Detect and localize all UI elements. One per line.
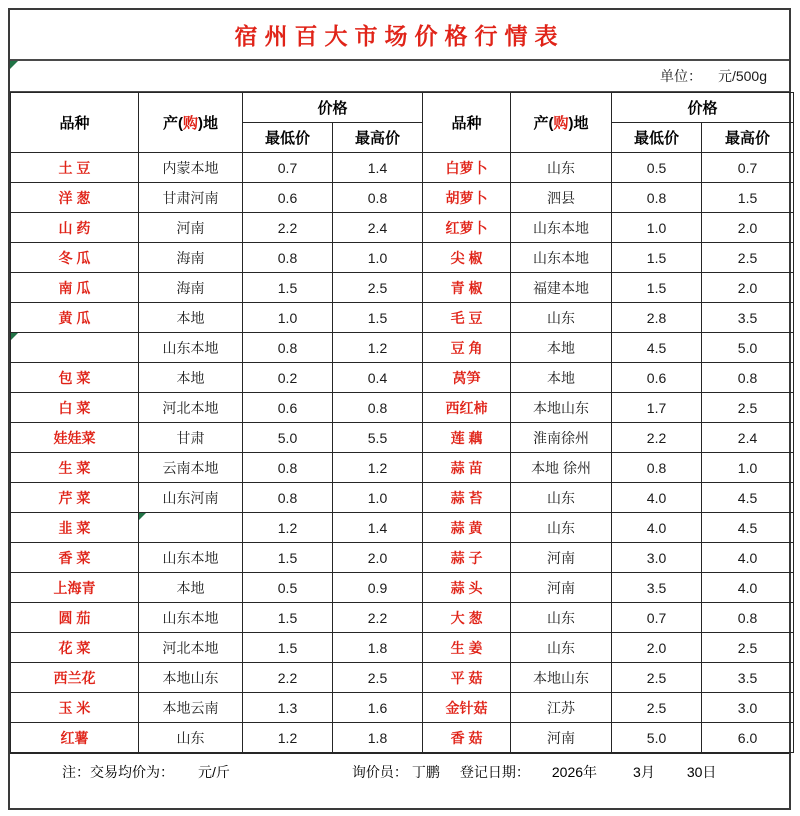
right-origin-cell: 河南 xyxy=(511,723,612,753)
right-origin-cell: 本地 xyxy=(511,333,612,363)
right-max-price-cell: 0.8 xyxy=(702,363,794,393)
left-max-price-cell: 2.2 xyxy=(333,603,423,633)
right-min-price-cell: 1.5 xyxy=(612,273,702,303)
right-variety-cell: 白萝卜 xyxy=(423,153,511,183)
right-origin-cell: 福建本地 xyxy=(511,273,612,303)
col-header-price-right: 价格 xyxy=(612,93,794,123)
table-row xyxy=(11,303,794,333)
right-variety-cell: 胡萝卜 xyxy=(423,183,511,213)
left-origin-cell: 河南 xyxy=(139,213,243,243)
origin-header-text: 产( xyxy=(533,115,554,132)
left-variety-cell: 西兰花 xyxy=(11,663,139,693)
right-min-price-cell: 1.0 xyxy=(612,213,702,243)
left-origin-cell: 海南 xyxy=(139,243,243,273)
col-header-min-right: 最低价 xyxy=(612,123,702,153)
right-min-price-cell: 2.2 xyxy=(612,423,702,453)
right-min-price-cell: 0.8 xyxy=(612,183,702,213)
right-max-price-cell: 2.5 xyxy=(702,393,794,423)
table-row xyxy=(11,363,794,393)
table-row xyxy=(11,663,794,693)
right-max-price-cell: 4.0 xyxy=(702,543,794,573)
col-header-max-left: 最高价 xyxy=(333,123,423,153)
left-max-price-cell: 2.4 xyxy=(333,213,423,243)
table-row xyxy=(11,273,794,303)
right-max-price-cell: 2.5 xyxy=(702,633,794,663)
right-variety-cell: 蒜 子 xyxy=(423,543,511,573)
right-max-price-cell: 4.0 xyxy=(702,573,794,603)
table-row xyxy=(11,723,794,753)
left-min-price-cell: 1.5 xyxy=(243,543,333,573)
right-max-price-cell: 2.0 xyxy=(702,213,794,243)
col-header-variety-left: 品种 xyxy=(11,93,139,153)
left-origin-cell: 河北本地 xyxy=(139,393,243,423)
left-origin-cell xyxy=(139,513,243,543)
left-variety-cell: 包 菜 xyxy=(11,363,139,393)
left-max-price-cell: 1.4 xyxy=(333,153,423,183)
origin-header-text: 产( xyxy=(162,115,183,132)
right-min-price-cell: 3.5 xyxy=(612,573,702,603)
left-origin-cell: 甘肃河南 xyxy=(139,183,243,213)
price-table-body xyxy=(11,153,794,753)
right-origin-cell: 山东 xyxy=(511,483,612,513)
left-origin-cell: 甘肃 xyxy=(139,423,243,453)
right-variety-cell: 蒜 头 xyxy=(423,573,511,603)
right-max-price-cell: 1.0 xyxy=(702,453,794,483)
left-origin-cell: 山东本地 xyxy=(139,603,243,633)
right-variety-cell: 青 椒 xyxy=(423,273,511,303)
left-variety-cell: 白 菜 xyxy=(11,393,139,423)
unit-band xyxy=(10,61,789,92)
left-variety-cell: 黄 瓜 xyxy=(11,303,139,333)
right-origin-cell: 淮南徐州 xyxy=(511,423,612,453)
right-min-price-cell: 5.0 xyxy=(612,723,702,753)
origin-header-red-text: 购 xyxy=(553,115,569,132)
left-variety-cell: 娃娃菜 xyxy=(11,423,139,453)
right-origin-cell: 山东 xyxy=(511,513,612,543)
left-min-price-cell: 0.8 xyxy=(243,333,333,363)
right-min-price-cell: 2.8 xyxy=(612,303,702,333)
col-header-variety-right: 品种 xyxy=(423,93,511,153)
right-origin-cell: 本地 徐州 xyxy=(511,453,612,483)
right-max-price-cell: 0.7 xyxy=(702,153,794,183)
right-max-price-cell: 3.0 xyxy=(702,693,794,723)
left-max-price-cell: 2.5 xyxy=(333,273,423,303)
right-origin-cell: 山东 xyxy=(511,603,612,633)
price-sheet xyxy=(8,8,791,810)
left-max-price-cell: 0.8 xyxy=(333,183,423,213)
right-min-price-cell: 3.0 xyxy=(612,543,702,573)
left-variety-cell: 洋 葱 xyxy=(11,183,139,213)
price-table xyxy=(10,92,794,753)
left-max-price-cell: 2.5 xyxy=(333,663,423,693)
left-min-price-cell: 0.8 xyxy=(243,483,333,513)
right-variety-cell: 尖 椒 xyxy=(423,243,511,273)
right-variety-cell: 蒜 苗 xyxy=(423,453,511,483)
left-origin-cell: 云南本地 xyxy=(139,453,243,483)
col-header-origin-left xyxy=(139,93,243,153)
footer-date-month: 3月 xyxy=(633,763,655,780)
right-max-price-cell: 2.4 xyxy=(702,423,794,453)
left-max-price-cell: 1.0 xyxy=(333,483,423,513)
price-table-header xyxy=(11,93,794,153)
unit-value: 元/500g xyxy=(717,68,767,84)
col-header-max-right: 最高价 xyxy=(702,123,794,153)
right-origin-cell: 河南 xyxy=(511,543,612,573)
left-max-price-cell: 0.9 xyxy=(333,573,423,603)
right-max-price-cell: 6.0 xyxy=(702,723,794,753)
right-min-price-cell: 4.5 xyxy=(612,333,702,363)
left-max-price-cell: 1.2 xyxy=(333,453,423,483)
cell-comment-marker-icon xyxy=(10,61,18,69)
footer-inquirer-label: 询价员： xyxy=(351,763,408,780)
left-origin-cell: 海南 xyxy=(139,273,243,303)
left-origin-cell: 内蒙本地 xyxy=(139,153,243,183)
origin-header-text: )地 xyxy=(198,115,218,132)
left-max-price-cell: 0.4 xyxy=(333,363,423,393)
table-row xyxy=(11,423,794,453)
left-min-price-cell: 1.3 xyxy=(243,693,333,723)
left-min-price-cell: 0.2 xyxy=(243,363,333,393)
right-variety-cell: 蒜 黄 xyxy=(423,513,511,543)
footer-date-day: 30日 xyxy=(686,763,717,780)
right-variety-cell: 西红柿 xyxy=(423,393,511,423)
right-max-price-cell: 2.0 xyxy=(702,273,794,303)
footer-inquirer-name: 丁鹏 xyxy=(411,763,440,780)
unit-label: 单位： xyxy=(659,68,702,84)
left-max-price-cell: 1.0 xyxy=(333,243,423,273)
left-origin-cell: 本地山东 xyxy=(139,663,243,693)
left-max-price-cell: 5.5 xyxy=(333,423,423,453)
left-variety-cell: 上海青 xyxy=(11,573,139,603)
left-variety-cell: 花 菜 xyxy=(11,633,139,663)
title-band xyxy=(10,10,789,61)
table-row xyxy=(11,453,794,483)
left-max-price-cell: 1.2 xyxy=(333,333,423,363)
right-max-price-cell: 3.5 xyxy=(702,303,794,333)
col-header-min-left: 最低价 xyxy=(243,123,333,153)
footer-note-unit: 元/斤 xyxy=(198,763,230,780)
right-min-price-cell: 1.5 xyxy=(612,243,702,273)
left-variety-cell: 芹 菜 xyxy=(11,483,139,513)
table-row xyxy=(11,333,794,363)
left-min-price-cell: 1.5 xyxy=(243,633,333,663)
right-origin-cell: 山东本地 xyxy=(511,213,612,243)
left-max-price-cell: 1.6 xyxy=(333,693,423,723)
right-origin-cell: 泗县 xyxy=(511,183,612,213)
left-origin-cell: 河北本地 xyxy=(139,633,243,663)
right-variety-cell: 红萝卜 xyxy=(423,213,511,243)
left-min-price-cell: 0.7 xyxy=(243,153,333,183)
col-header-origin-right xyxy=(511,93,612,153)
left-min-price-cell: 1.5 xyxy=(243,603,333,633)
right-max-price-cell: 3.5 xyxy=(702,663,794,693)
left-variety-cell: 南 瓜 xyxy=(11,273,139,303)
right-origin-cell: 山东 xyxy=(511,633,612,663)
right-origin-cell: 江苏 xyxy=(511,693,612,723)
right-origin-cell: 本地山东 xyxy=(511,663,612,693)
origin-header-text: )地 xyxy=(568,115,589,132)
right-min-price-cell: 2.5 xyxy=(612,693,702,723)
left-variety-cell: 香 菜 xyxy=(11,543,139,573)
right-min-price-cell: 4.0 xyxy=(612,513,702,543)
left-variety-cell: 土 豆 xyxy=(11,153,139,183)
left-origin-cell: 山东本地 xyxy=(139,543,243,573)
right-min-price-cell: 0.6 xyxy=(612,363,702,393)
table-row xyxy=(11,183,794,213)
left-min-price-cell: 0.5 xyxy=(243,573,333,603)
right-origin-cell: 本地山东 xyxy=(511,393,612,423)
left-variety-cell: 圆 茄 xyxy=(11,603,139,633)
table-row xyxy=(11,633,794,663)
table-row xyxy=(11,153,794,183)
table-row xyxy=(11,393,794,423)
left-min-price-cell: 0.8 xyxy=(243,453,333,483)
left-min-price-cell: 1.2 xyxy=(243,723,333,753)
right-max-price-cell: 4.5 xyxy=(702,513,794,543)
right-min-price-cell: 2.5 xyxy=(612,663,702,693)
right-min-price-cell: 4.0 xyxy=(612,483,702,513)
left-origin-cell: 本地云南 xyxy=(139,693,243,723)
right-min-price-cell: 0.8 xyxy=(612,453,702,483)
table-row xyxy=(11,483,794,513)
left-variety-cell: 冬 瓜 xyxy=(11,243,139,273)
right-variety-cell: 生 姜 xyxy=(423,633,511,663)
right-min-price-cell: 2.0 xyxy=(612,633,702,663)
left-origin-cell: 山东本地 xyxy=(139,333,243,363)
footer-band xyxy=(10,753,789,789)
cell-comment-marker-icon xyxy=(139,513,146,520)
left-min-price-cell: 5.0 xyxy=(243,423,333,453)
right-variety-cell: 金针菇 xyxy=(423,693,511,723)
right-max-price-cell: 5.0 xyxy=(702,333,794,363)
cell-comment-marker-icon xyxy=(11,333,18,340)
left-max-price-cell: 1.8 xyxy=(333,723,423,753)
page-title: 宿州百大市场价格行情表 xyxy=(234,23,565,49)
left-min-price-cell: 0.6 xyxy=(243,393,333,423)
left-origin-cell: 本地 xyxy=(139,573,243,603)
left-variety-cell: 玉 米 xyxy=(11,693,139,723)
right-variety-cell: 香 菇 xyxy=(423,723,511,753)
left-max-price-cell: 0.8 xyxy=(333,393,423,423)
right-variety-cell: 莴笋 xyxy=(423,363,511,393)
table-row xyxy=(11,213,794,243)
left-min-price-cell: 2.2 xyxy=(243,213,333,243)
right-origin-cell: 山东 xyxy=(511,153,612,183)
table-row xyxy=(11,513,794,543)
right-min-price-cell: 0.5 xyxy=(612,153,702,183)
right-variety-cell: 大 葱 xyxy=(423,603,511,633)
right-min-price-cell: 0.7 xyxy=(612,603,702,633)
table-row xyxy=(11,243,794,273)
left-min-price-cell: 1.0 xyxy=(243,303,333,333)
right-max-price-cell: 2.5 xyxy=(702,243,794,273)
right-origin-cell: 本地 xyxy=(511,363,612,393)
footer-date-year: 2026年 xyxy=(551,763,598,780)
left-origin-cell: 本地 xyxy=(139,303,243,333)
right-origin-cell: 山东 xyxy=(511,303,612,333)
right-variety-cell: 毛 豆 xyxy=(423,303,511,333)
left-origin-cell: 山东 xyxy=(139,723,243,753)
right-min-price-cell: 1.7 xyxy=(612,393,702,423)
left-variety-cell: 韭 菜 xyxy=(11,513,139,543)
footer-date-label: 登记日期： xyxy=(459,763,530,780)
left-origin-cell: 山东河南 xyxy=(139,483,243,513)
left-min-price-cell: 0.8 xyxy=(243,243,333,273)
left-min-price-cell: 1.5 xyxy=(243,273,333,303)
right-max-price-cell: 4.5 xyxy=(702,483,794,513)
left-variety-cell xyxy=(11,333,139,363)
right-max-price-cell: 0.8 xyxy=(702,603,794,633)
col-header-price-left: 价格 xyxy=(243,93,423,123)
left-min-price-cell: 2.2 xyxy=(243,663,333,693)
left-max-price-cell: 2.0 xyxy=(333,543,423,573)
right-variety-cell: 平 菇 xyxy=(423,663,511,693)
left-variety-cell: 山 药 xyxy=(11,213,139,243)
right-variety-cell: 豆 角 xyxy=(423,333,511,363)
left-min-price-cell: 1.2 xyxy=(243,513,333,543)
right-variety-cell: 蒜 苔 xyxy=(423,483,511,513)
left-min-price-cell: 0.6 xyxy=(243,183,333,213)
right-max-price-cell: 1.5 xyxy=(702,183,794,213)
right-origin-cell: 山东本地 xyxy=(511,243,612,273)
footer-note-label: 注：交易均价为： xyxy=(62,763,174,780)
left-max-price-cell: 1.4 xyxy=(333,513,423,543)
table-row xyxy=(11,573,794,603)
left-variety-cell: 生 菜 xyxy=(11,453,139,483)
table-row xyxy=(11,603,794,633)
right-variety-cell: 莲 藕 xyxy=(423,423,511,453)
left-max-price-cell: 1.5 xyxy=(333,303,423,333)
right-origin-cell: 河南 xyxy=(511,573,612,603)
origin-header-red-text: 购 xyxy=(182,115,198,132)
left-origin-cell: 本地 xyxy=(139,363,243,393)
table-row xyxy=(11,543,794,573)
left-variety-cell: 红薯 xyxy=(11,723,139,753)
left-max-price-cell: 1.8 xyxy=(333,633,423,663)
table-row xyxy=(11,693,794,723)
